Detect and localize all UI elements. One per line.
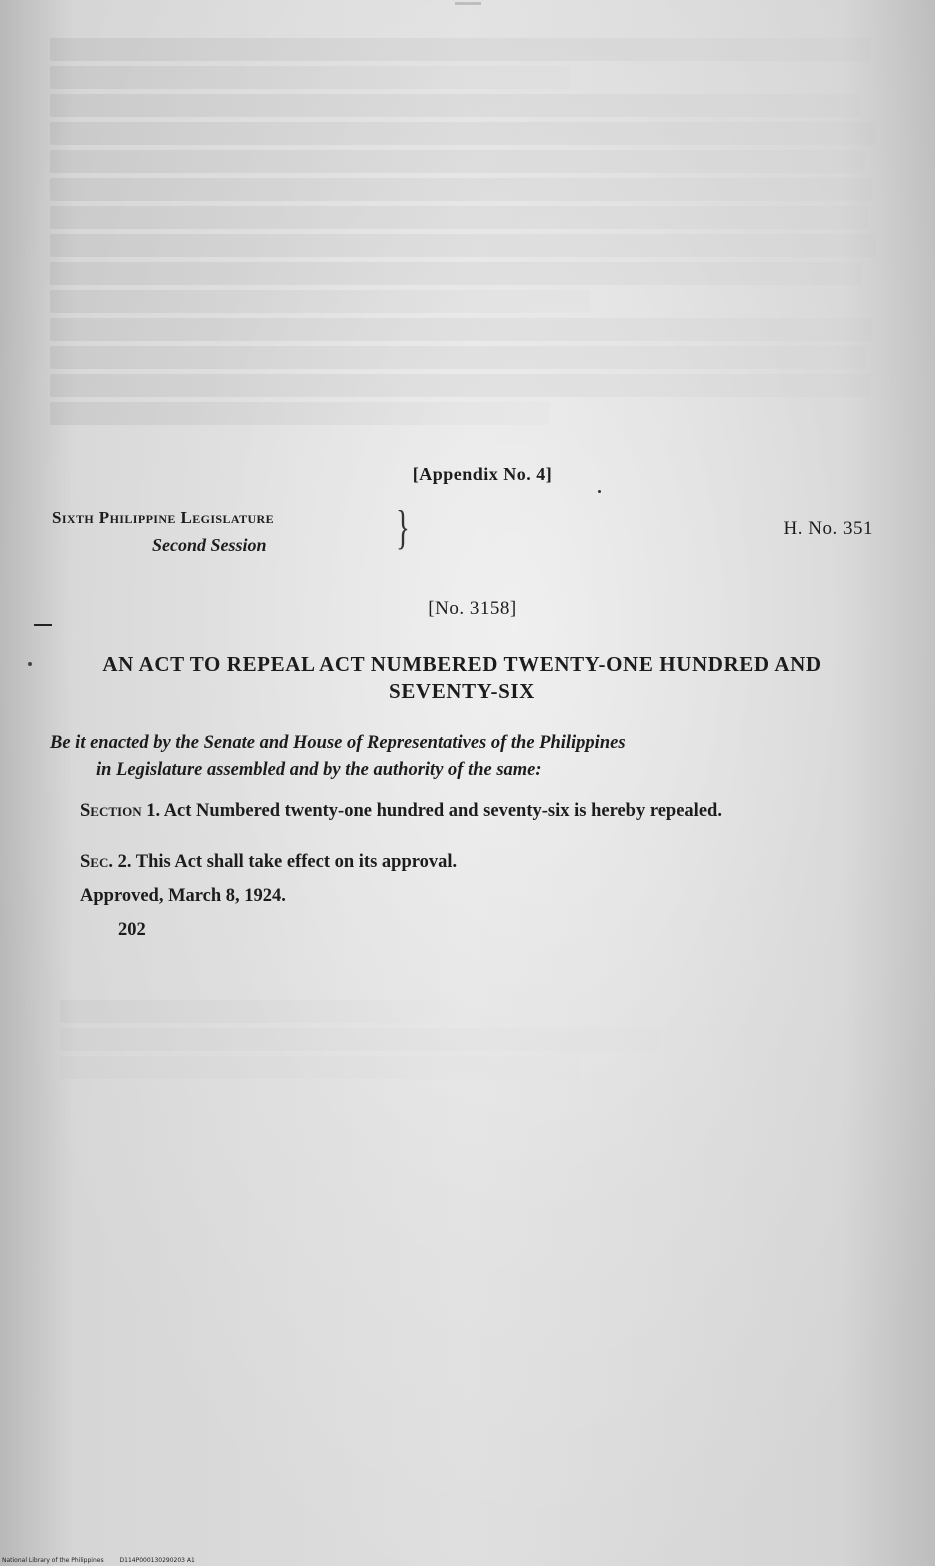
bleed-through-text-lower [60, 1000, 880, 1084]
footer-code: D114P000130290203 A1 [119, 1557, 195, 1564]
appendix-label: [Appendix No. 4] [412, 464, 553, 484]
section-2-text: This Act shall take effect on its approval. [135, 852, 458, 872]
enacting-clause-line2: in Legislature assembled and by the authority of the same: [96, 760, 542, 780]
margin-dot [28, 662, 32, 666]
section-1 [50, 798, 878, 825]
section-1-text: Act Numbered twenty-one hundred and seventy-six is hereby repealed. [163, 801, 722, 821]
house-bill-number: H. No. 351 [783, 518, 873, 539]
margin-mark [34, 624, 52, 626]
scan-speck [598, 490, 601, 493]
section-2 [80, 852, 457, 873]
section-1-label: Section 1. [80, 801, 161, 821]
act-number: [No. 3158] [428, 598, 517, 619]
scan-mark [455, 2, 481, 5]
enacting-clause [50, 730, 878, 784]
session-name: Second Session [152, 535, 267, 555]
scan-footer [2, 1557, 195, 1564]
footer-library: National Library of the Philippines [2, 1557, 104, 1564]
page-number: 202 [118, 920, 146, 940]
bleed-through-text [50, 38, 890, 430]
legislature-name: Sixth Philippine Legislature [52, 508, 275, 527]
section-2-label: Sec. 2. [80, 852, 132, 872]
act-title: AN ACT TO REPEAL ACT NUMBERED TWENTY-ONE HUNDRED AND SEVENTY-SIX [102, 652, 822, 703]
enacting-clause-line1: Be it enacted by the Senate and House of Representatives of the Philippines [50, 733, 626, 753]
brace-icon: } [396, 501, 410, 554]
approval-date: Approved, March 8, 1924. [80, 886, 286, 906]
